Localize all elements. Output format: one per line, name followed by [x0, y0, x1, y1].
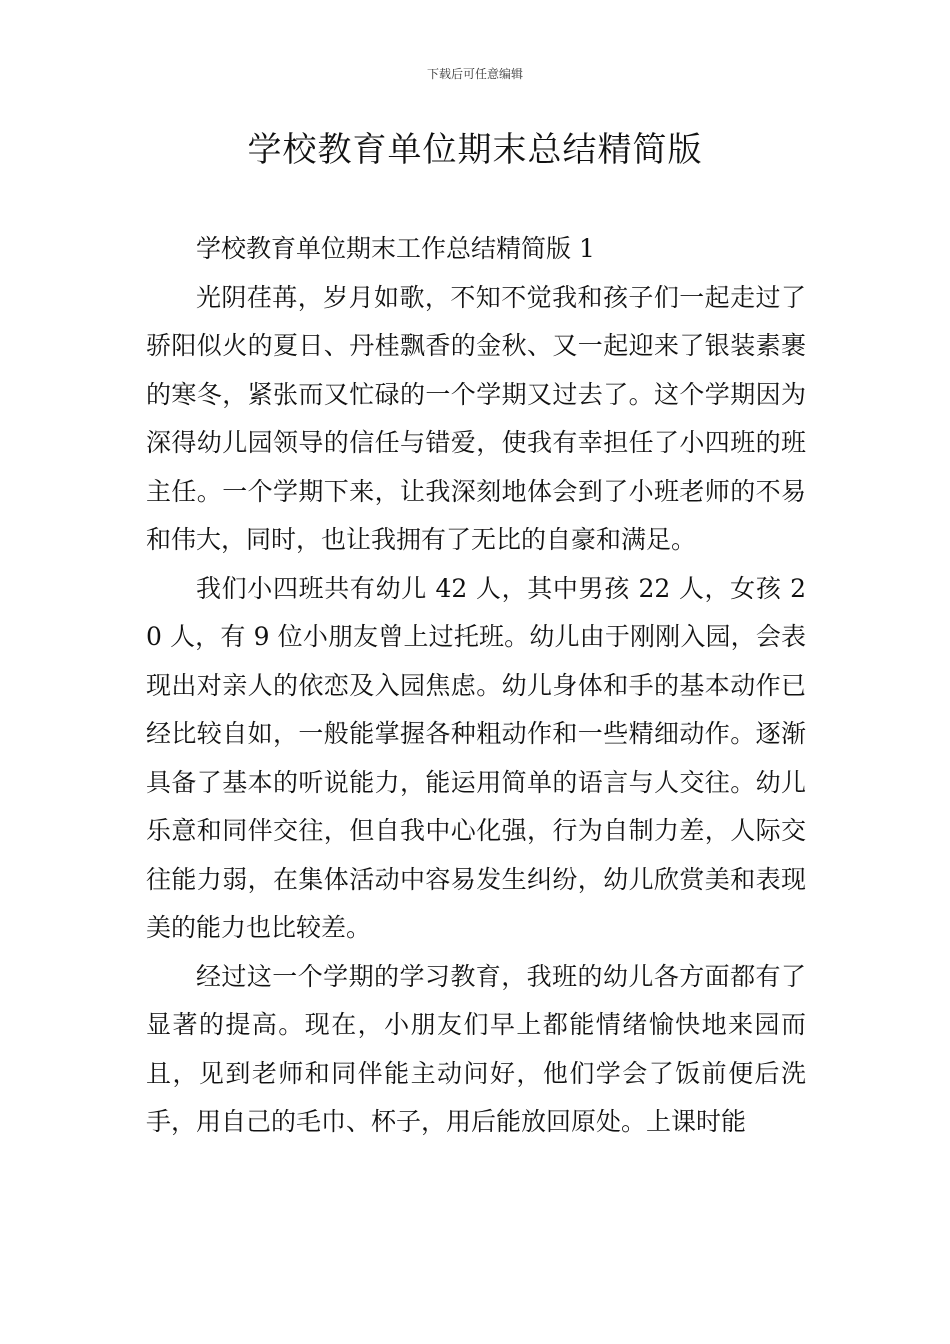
- document-body: [146, 225, 806, 1147]
- paragraph-2: 我们小四班共有幼儿 42 人，其中男孩 22 人，女孩 20 人，有 9 位小朋友曾上过托班。幼儿由于刚刚入园，会表现出对亲人的依恋及入园焦虑。幼儿身体和手的基本动作已经比较自如，一般能掌握各种粗动作和一些精细动作。逐渐具备了基本的听说能力，能运用简单的语言与人交往。幼儿乐意和同伴交往，但自我中心化强，行为自制力差，人际交往能力弱，在集体活动中容易发生纠纷，幼儿欣赏美和表现美的能力也比较差。: [146, 573, 806, 942]
- document-title: 学校教育单位期末总结精简版: [247, 130, 703, 170]
- header-note: 下载后可任意编辑: [426, 67, 523, 81]
- paragraph-3: 经过这一个学期的学习教育，我班的幼儿各方面都有了显著的提高。现在，小朋友们早上都能情绪愉快地来园而且，见到老师和同伴能主动问好，他们学会了饭前便后洗手，用自己的毛巾、杯子，用后能放回原处。上课时能: [146, 961, 806, 1136]
- section-heading: 学校教育单位期末工作总结精简版 1: [196, 234, 595, 263]
- paragraph-1: 光阴荏苒，岁月如歌，不知不觉我和孩子们一起走过了骄阳似火的夏日、丹桂飘香的金秋、又一起迎来了银装素裹的寒冬，紧张而又忙碌的一个学期又过去了。这个学期因为深得幼儿园领导的信任与错爱，使我有幸担任了小四班的班主任。一个学期下来，让我深刻地体会到了小班老师的不易和伟大，同时，也让我拥有了无比的自豪和满足。: [146, 282, 806, 554]
